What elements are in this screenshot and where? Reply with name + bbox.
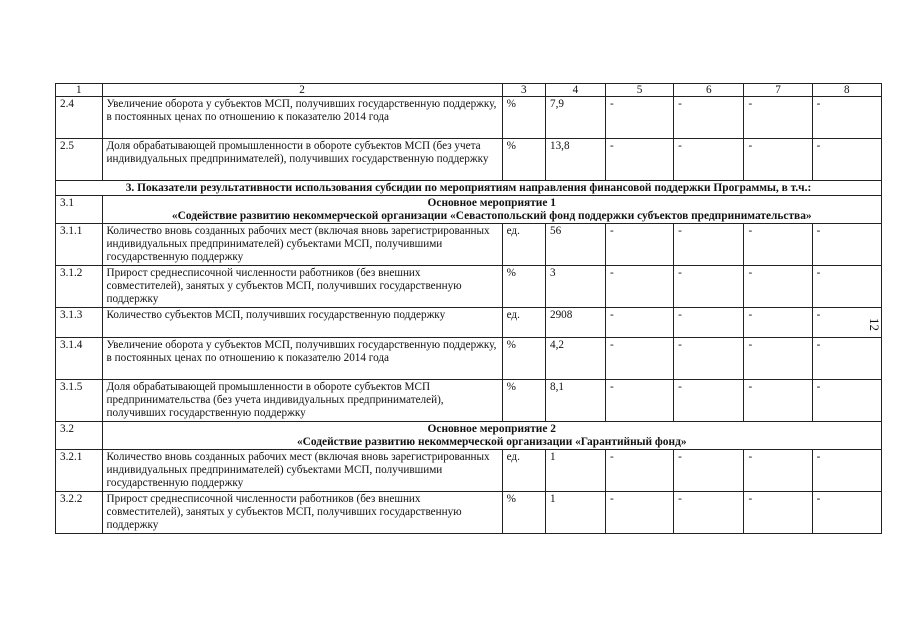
subsection-title-line1: Основное мероприятие 2 (427, 423, 556, 435)
dash-cell: - (674, 266, 744, 308)
row-number: 3.2 (56, 422, 103, 450)
subsection-title-line2: «Содействие развитию некоммерческой организации «Севастопольский фонд поддержки субъектов предпринимательства» (171, 210, 812, 222)
table-row (56, 139, 882, 181)
unit-cell: % (502, 266, 545, 308)
dash-cell: - (605, 308, 673, 338)
dash-cell: - (605, 380, 673, 422)
dash-cell: - (812, 380, 881, 422)
unit-cell: ед. (502, 224, 545, 266)
row-number: 3.1.3 (56, 308, 103, 338)
dash-cell: - (674, 380, 744, 422)
dash-cell: - (812, 266, 881, 308)
dash-cell: - (674, 450, 744, 492)
row-number: 3.1.2 (56, 266, 103, 308)
unit-cell: ед. (502, 308, 545, 338)
subsection-heading-row (56, 422, 882, 450)
dash-cell: - (674, 224, 744, 266)
row-number: 2.5 (56, 139, 103, 181)
dash-cell: - (674, 139, 744, 181)
column-number: 4 (545, 84, 605, 97)
indicator-text: Количество вновь созданных рабочих мест (включая вновь зарегистрированных индивидуальных предпринимателей) субъектами МСП, получившими государственную поддержку (102, 224, 502, 266)
row-number: 3.1.1 (56, 224, 103, 266)
indicator-text: Количество субъектов МСП, получивших государственную поддержку (102, 308, 502, 338)
row-number: 3.1 (56, 196, 103, 224)
dash-cell: - (812, 97, 881, 139)
table-row (56, 308, 882, 338)
value-cell: 1 (545, 450, 605, 492)
dash-cell: - (744, 450, 812, 492)
row-number: 3.1.5 (56, 380, 103, 422)
column-number: 5 (605, 84, 673, 97)
indicator-text: Увеличение оборота у субъектов МСП, получивших государственную поддержку, в постоянных ценах по отношению к показателю 2014 года (102, 338, 502, 380)
dash-cell: - (674, 97, 744, 139)
unit-cell: % (502, 139, 545, 181)
table-row (56, 380, 882, 422)
dash-cell: - (674, 308, 744, 338)
column-number: 6 (674, 84, 744, 97)
dash-cell: - (674, 338, 744, 380)
dash-cell: - (605, 139, 673, 181)
column-number: 2 (102, 84, 502, 97)
indicator-text: Доля обрабатывающей промышленности в обороте субъектов МСП (без учета индивидуальных предпринимателей), получивших государственную поддержку (102, 139, 502, 181)
dash-cell: - (605, 450, 673, 492)
dash-cell: - (744, 266, 812, 308)
subsection-title (102, 196, 881, 224)
dash-cell: - (744, 492, 812, 534)
table-row (56, 97, 882, 139)
table-row (56, 338, 882, 380)
subsection-title-line1: Основное мероприятие 1 (427, 197, 556, 209)
value-cell: 3 (545, 266, 605, 308)
table-row (56, 492, 882, 534)
dash-cell: - (744, 308, 812, 338)
value-cell: 13,8 (545, 139, 605, 181)
column-number: 8 (812, 84, 881, 97)
indicators-table (55, 83, 882, 534)
dash-cell: - (812, 139, 881, 181)
column-number: 1 (56, 84, 103, 97)
column-number-row (56, 84, 882, 97)
unit-cell: % (502, 97, 545, 139)
dash-cell: - (812, 450, 881, 492)
value-cell: 8,1 (545, 380, 605, 422)
indicator-text: Доля обрабатывающей промышленности в обороте субъектов МСП предпринимательства (без учета индивидуальных предпринимателей), получивших государственную поддержку (102, 380, 502, 422)
dash-cell: - (812, 492, 881, 534)
column-number: 3 (502, 84, 545, 97)
table-row (56, 224, 882, 266)
dash-cell: - (605, 224, 673, 266)
indicator-text: Прирост среднесписочной численности работников (без внешних совместителей), занятых у субъектов МСП, получивших государственную поддержку (102, 492, 502, 534)
indicator-text: Прирост среднесписочной численности работников (без внешних совместителей), занятых у субъектов МСП, получивших государственную поддержку (102, 266, 502, 308)
dash-cell: - (605, 97, 673, 139)
row-number: 3.2.1 (56, 450, 103, 492)
dash-cell: - (605, 492, 673, 534)
dash-cell: - (744, 97, 812, 139)
subsection-heading-row (56, 196, 882, 224)
page-number: 12 (867, 318, 882, 331)
table-row (56, 266, 882, 308)
subsection-title (102, 422, 881, 450)
dash-cell: - (605, 338, 673, 380)
unit-cell: % (502, 338, 545, 380)
dash-cell: - (812, 338, 881, 380)
row-number: 2.4 (56, 97, 103, 139)
row-number: 3.2.2 (56, 492, 103, 534)
subsection-title-line2: «Содействие развитию некоммерческой организации «Гарантийный фонд» (296, 436, 687, 448)
value-cell: 7,9 (545, 97, 605, 139)
value-cell: 4,2 (545, 338, 605, 380)
table-row (56, 450, 882, 492)
dash-cell: - (812, 308, 881, 338)
value-cell: 1 (545, 492, 605, 534)
unit-cell: ед. (502, 450, 545, 492)
value-cell: 56 (545, 224, 605, 266)
dash-cell: - (812, 224, 881, 266)
unit-cell: % (502, 492, 545, 534)
row-number: 3.1.4 (56, 338, 103, 380)
dash-cell: - (744, 380, 812, 422)
unit-cell: % (502, 380, 545, 422)
column-number: 7 (744, 84, 812, 97)
dash-cell: - (744, 224, 812, 266)
indicator-text: Количество вновь созданных рабочих мест (включая вновь зарегистрированных индивидуальных предпринимателей) субъектами МСП, получившими государственную поддержку (102, 450, 502, 492)
section-3-title: 3. Показатели результативности использования субсидии по мероприятиям направления финансовой поддержки Программы, в т.ч.: (56, 181, 882, 196)
dash-cell: - (605, 266, 673, 308)
dash-cell: - (744, 338, 812, 380)
indicator-text: Увеличение оборота у субъектов МСП, получивших государственную поддержку, в постоянных ценах по отношению к показателю 2014 года (102, 97, 502, 139)
section-heading-row (56, 181, 882, 196)
dash-cell: - (744, 139, 812, 181)
value-cell: 2908 (545, 308, 605, 338)
dash-cell: - (674, 492, 744, 534)
